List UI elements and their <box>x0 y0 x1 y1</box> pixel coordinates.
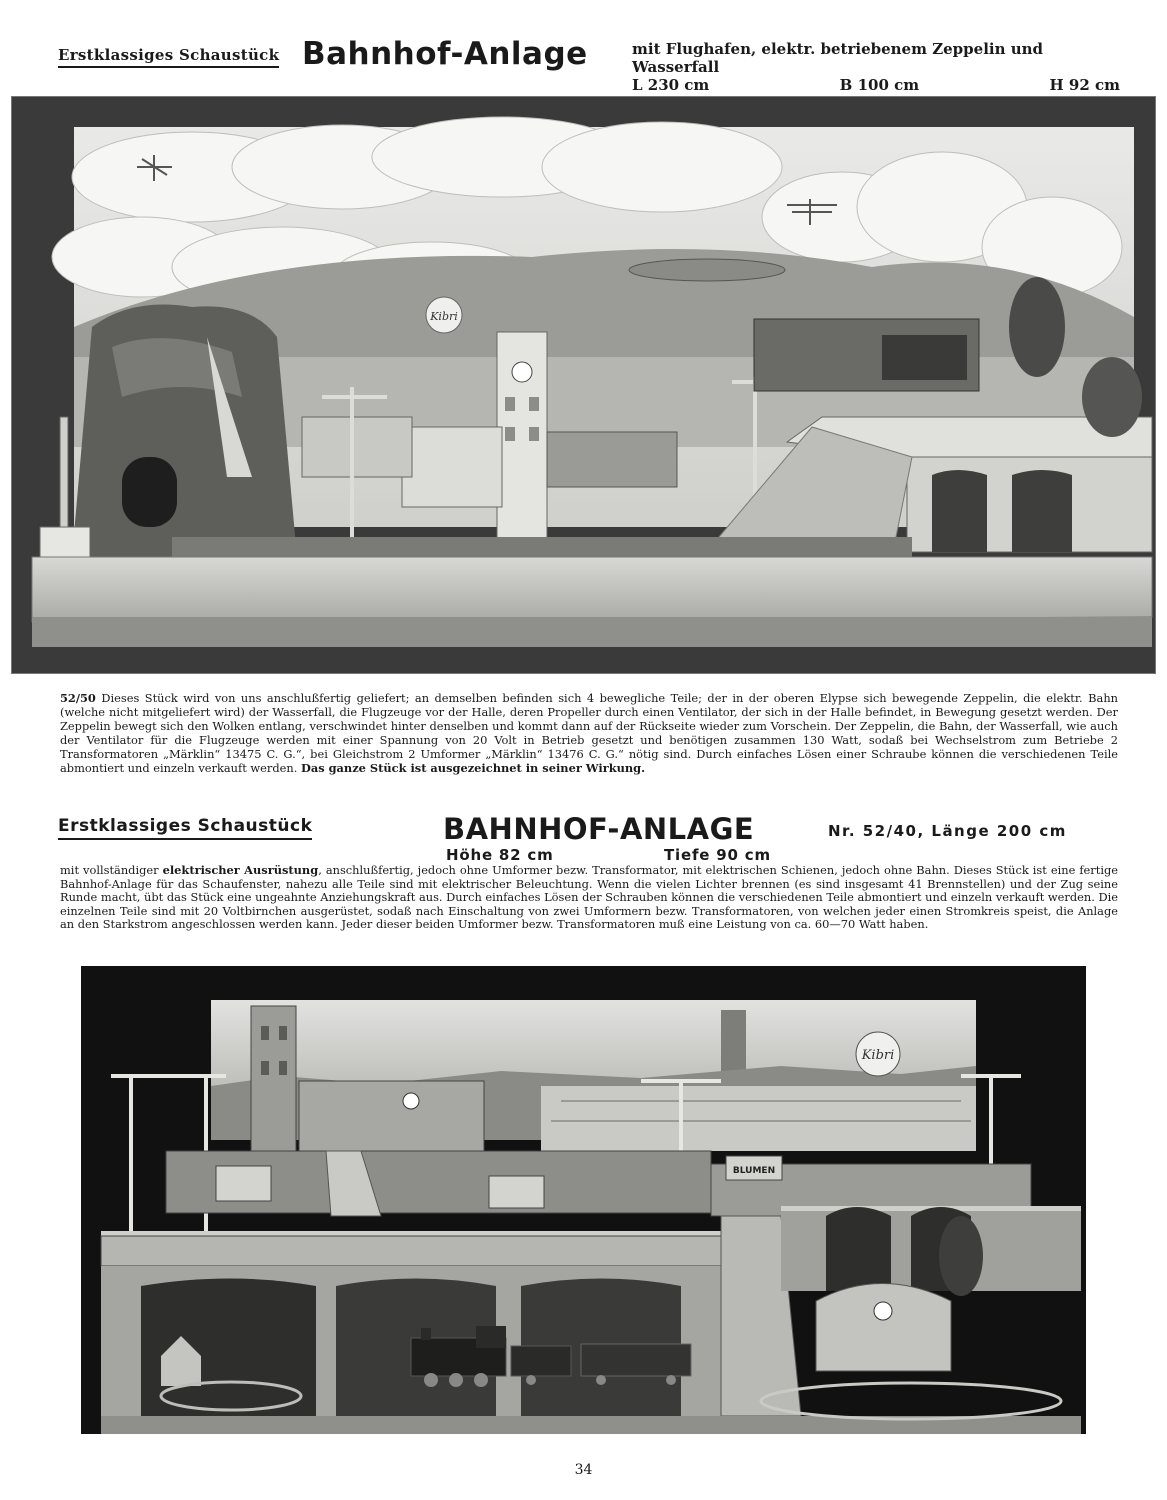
section2-number-length: Nr. 52/40, Länge 200 cm <box>828 822 1067 840</box>
body2-bold: elektrischer Ausrüstung <box>162 863 319 877</box>
section2-title: BAHNHOF-ANLAGE <box>443 812 755 846</box>
section1-caption <box>60 691 1118 775</box>
section1-dimensions <box>632 76 1120 94</box>
section2-depth: Tiefe 90 cm <box>664 846 771 864</box>
section1-title: Bahnhof-Anlage <box>302 36 588 72</box>
section1-subtitle: mit Flughafen, elektr. betriebenem Zeppelin und Wasserfall <box>632 40 1044 76</box>
section1-height: H 92 cm <box>1049 76 1120 94</box>
photo2-blumen-sign: BLUMEN <box>732 1166 776 1176</box>
section2-description <box>60 864 1118 932</box>
caption1-number: 52/50 <box>60 691 96 705</box>
section1-length: L 230 cm <box>632 76 710 94</box>
caption1-text: Dieses Stück wird von uns anschlußfertig geliefert; an demselben befinden sich 4 bewegliche Teile; der in der oberen Elypse sich bewegende Zeppelin, die elektr. Bahn (welche nicht mitgeliefert wird) der Wasserfall, die Flugzeuge vor der Halle, deren Propeller durch einen Ventilator, der sich in der Halle befindet, in Bewegung gesetzt werden. Der Zeppelin bewegt sich den Wolken entlang, verschwindet hinter denselben und kommt dann auf der Rückseite wieder zum Vorschein. Der Zeppelin, die Bahn, der Wasserfall, wie auch der Ventilator für die Flugzeuge werden mit einer Spannung von 20 Volt in Betrieb gesetzt und benötigen zusammen 130 Watt, sodaß bei Wechselstrom zum Betriebe 2 Transformatoren „Märklin“ 13475 C. G.“, bei Gleichstrom 2 Umformer „Märklin“ 13476 C. G.“ nötig sind. Durch einfaches Lösen einer Schraube können die verschiedenen Teile abmontiert und einzeln verkauft werden. <box>60 691 1118 775</box>
section1-badge: Erstklassiges Schaustück <box>58 46 279 68</box>
section1-spec-block <box>632 40 1120 94</box>
photo-station-layout-52-40 <box>81 966 1086 1434</box>
caption1-bold-text: Das ganze Stück ist ausgezeichnet in seiner Wirkung. <box>300 761 646 775</box>
section2-badge: Erstklassiges Schaustück <box>58 816 312 840</box>
page-number: 34 <box>574 1462 593 1478</box>
section1-width: B 100 cm <box>839 76 920 94</box>
section2-height: Höhe 82 cm <box>446 846 554 864</box>
photo1-balloon-sign: Kibri <box>430 310 458 323</box>
photo2-kibri-sign: Kibri <box>861 1048 895 1063</box>
body2-text: , anschlußfertig, jedoch ohne Umformer bezw. Transformator, mit elektrischen Schienen, jedoch ohne Bahn. Dieses Stück ist eine fertige Bahnhof-Anlage für das Schaufenster, nahezu alle Teile sind mit elektrischer Beleuchtung. Wenn die vielen Lichter brennen (es sind insgesamt 41 Brennstellen) und der Zug seine Runde macht, übt das Stück eine ungeahnte Anziehungskraft aus. Durch einfaches Lösen der Schrauben können die verschiedenen Teile abmontiert und einzeln verkauft werden. Die einzelnen Teile sind mit 20 Voltbirnchen ausgerüstet, sodaß nach Einschaltung von zwei Umformern bezw. Transformatoren, von welchen jeder einen Stromkreis speist, die Anlage an den Starkstrom angeschlossen werden kann. Jeder dieser beiden Umformer bezw. Transformatoren muß eine Leistung von ca. 60—70 Watt haben. <box>60 863 1118 932</box>
photo-station-airport-layout <box>11 96 1156 674</box>
body2-prefix: mit vollständiger <box>60 863 163 877</box>
